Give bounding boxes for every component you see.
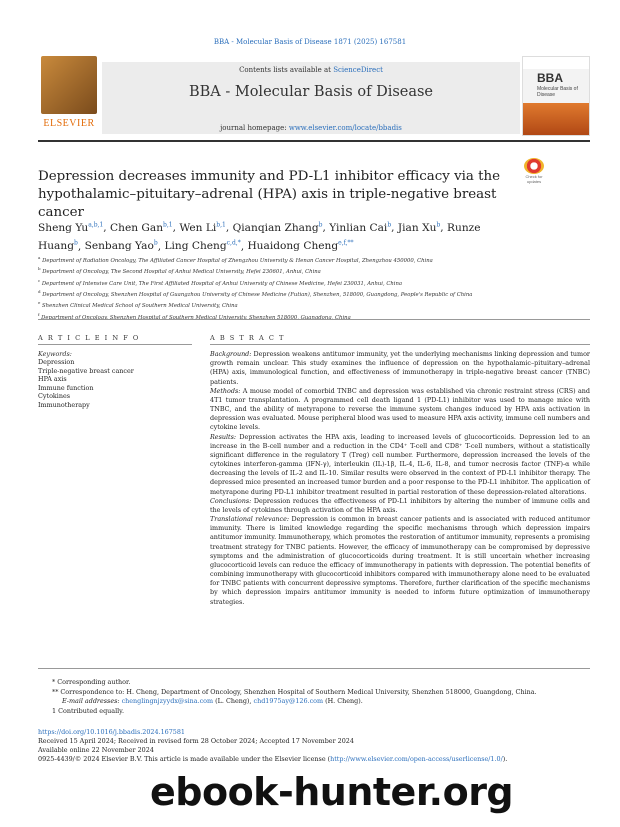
- author[interactable]: [38, 222, 103, 234]
- author-affiliation-marker[interactable]: b: [318, 221, 323, 228]
- license-suffix: ).: [502, 755, 508, 763]
- abstract-section-text: A mouse model of comorbid TNBC and depression was established via chronic restraint stress (CRS) and 4T1 tumor transplantation. A programmed cell death ligand 1 (PD-L1) inhibitor was used to manage mice with TNBC, and the ability of metyrapone to reverse the immune system changes induced by HPA axis activation in depression was evaluated. Mouse peripheral blood was used to measure HPA axis activity, immune cell numbers and cytokine levels.: [210, 386, 590, 432]
- author-name: Huaidong Cheng: [247, 240, 339, 253]
- email-link-1[interactable]: chenglingnjzyydx@sina.com: [121, 697, 214, 706]
- footnote-divider: [38, 668, 590, 669]
- author-name: Runze Huang: [38, 221, 481, 253]
- license-link[interactable]: http://www.elsevier.com/open-access/userlicense/1.0/: [330, 755, 503, 763]
- abstract-section-text: Depression is common in breast cancer patients and is associated with reduced antitumor immunity. There is limited knowledge regarding the specific mechanisms through which depression impairs antitumor immunity. Immunotherapy, which promotes the restoration of antitumor immunity, represents a promising treatment strategy for TNBC patients. However, the efficacy of immunotherapy can be compromised by depressive symptoms and the administration of glucocorticoids during treatment. It is still uncertain whether increasing glucocorticoid levels can reduce the efficacy of immunotherapy in patients with depression. The potential benefits of combining immunotherapy with glucocorticoid inhibitors compared with immunotherapy alone need to be evaluated for TNBC patients with concurrent depressive symptoms. Therefore, further clarification of the specific mechanisms by which depression impairs antitumor immunity is needed to inform future optimization of immunotherapy strategies.: [210, 515, 590, 606]
- author[interactable]: [85, 240, 158, 252]
- keyword: Immune function: [38, 383, 94, 392]
- abstract-paragraph: [210, 350, 590, 387]
- affiliation-line: [38, 299, 590, 310]
- cover-band: [523, 103, 589, 135]
- keyword: Depression: [38, 358, 75, 366]
- homepage-prefix: journal homepage:: [220, 124, 289, 132]
- email-label: E-mail addresses:: [62, 697, 122, 706]
- keyword: Immunotherapy: [38, 400, 90, 409]
- article-title: Depression decreases immunity and PD-L1 inhibitor efficacy via the hypothalamic–pituitary–adrenal (HPA) axis in triple-negative breast cancer: [38, 169, 501, 220]
- author-name: Ling Cheng: [164, 240, 227, 253]
- journal-header-box: [102, 62, 520, 134]
- abstract-section-label: Results:: [210, 432, 237, 441]
- author-affiliation-marker[interactable]: b: [387, 221, 392, 228]
- abstract-heading: A B S T R A C T: [210, 334, 285, 342]
- elsevier-wordmark: ELSEVIER: [43, 118, 95, 129]
- available-online: Available online 22 November 2024: [38, 746, 154, 754]
- abstract-section-text: Depression activates the HPA axis, leading to increased levels of glucocorticoids. Depression led to an increase in the B-cell number and a reduction in the CD4⁺ T-cell and CD8⁺ T-cell numbers, without a statistically significant difference in the regulatory T (Treg) cell number. Furthermore, depression increased the levels of the cytokines interferon-gamma (IFN-γ), interleukin (IL)-1β, IL-4, IL-6, IL-8, and tumor necrosis factor (TNF)-α while decreasing the levels of IL-2 and IL-10. Similar results were observed in the context of PD-L1 inhibitor therapy. The depressed mice presented an increased tumor burden and a poor response to the PD-L1 inhibitor. The application of metyrapone during PD-L1 inhibitor treatment resulted in partial restoration of these depression-related alterations.: [210, 432, 590, 496]
- sciencedirect-link[interactable]: ScienceDirect: [333, 66, 383, 74]
- abstract-section-label: Conclusions:: [210, 496, 252, 505]
- corresponding-author-note: * Corresponding author.: [52, 678, 131, 686]
- author[interactable]: [329, 222, 391, 234]
- journal-cover-image[interactable]: [522, 56, 590, 136]
- abstract-section-label: Methods:: [210, 386, 241, 395]
- affiliation-divider: [38, 319, 590, 320]
- keyword: Triple-negative breast cancer: [38, 366, 134, 375]
- journal-title: BBA - Molecular Basis of Disease: [188, 84, 434, 100]
- abstract-paragraph: [210, 515, 590, 607]
- article-info-panel: [38, 344, 192, 410]
- homepage-link[interactable]: www.elsevier.com/locate/bbadis: [288, 124, 402, 132]
- author-affiliation-marker[interactable]: e,f,**: [338, 239, 354, 247]
- publication-info: [38, 728, 590, 764]
- watermark-text: ebook-hunter.org: [150, 770, 514, 814]
- author-name: Sheng Yu: [38, 221, 89, 234]
- author-list: Sheng Yu$^{a,b,1}$, Chen Gan$^{b,1}$, Wen Li$^{b,1}$, Qianqian Zhang$^b$, Yinlian Cai$^b$, Jian Xu$^b$, Runze Huang$^b$, Senbang Yao$^b$, Ling Cheng$^{c,d,*}$, Huaidong Cheng$^{e,f,**}$: [38, 221, 481, 253]
- license-line: [38, 755, 590, 764]
- homepage-line: [102, 124, 520, 132]
- affiliation-text: Department of Radiation Oncology, The Affiliated Cancer Hospital of Zhengzhou University & Henan Cancer Hospital, Zhengzhou 450000, China: [40, 257, 433, 264]
- cover-title: BBA: [537, 71, 563, 85]
- footnotes: [38, 678, 590, 716]
- author-name: Yinlian Cai: [329, 221, 388, 234]
- author-affiliation-marker[interactable]: b: [436, 221, 441, 228]
- journal-reference-link[interactable]: BBA - Molecular Basis of Disease 1871 (2025) 167581: [213, 38, 407, 46]
- author[interactable]: [247, 240, 353, 252]
- affiliation-text: Department of Oncology, Shenzhen Hospital of Guangzhou University of Chinese Medicine (Futian), Shenzhen, 518000, Guangdong, People's Republic of China: [40, 291, 473, 298]
- author-name: Senbang Yao: [84, 240, 154, 253]
- affiliation-text: Shenzhen Clinical Medical School of Southern Medical University, China: [40, 303, 238, 310]
- email-line: [38, 697, 590, 707]
- author-name: Chen Gan: [110, 221, 164, 234]
- email-owner-1: (L. Cheng),: [213, 697, 254, 706]
- author[interactable]: [233, 222, 323, 234]
- check-updates-label: Check for updates: [525, 174, 543, 184]
- keyword-list: [38, 358, 192, 410]
- affiliation-line: [38, 254, 590, 265]
- author[interactable]: [110, 222, 173, 234]
- affiliation-text: Department of Oncology, The Second Hospital of Anhui Medical University, Hefei 230601, Anhui, China: [40, 269, 321, 276]
- abstract-section-label: Translational relevance:: [210, 515, 290, 524]
- author-name: Qianqian Zhang: [232, 221, 319, 234]
- affiliation-marker: a: [38, 255, 41, 260]
- affiliation-marker: d: [38, 289, 41, 295]
- doi-link[interactable]: https://doi.org/10.1016/j.bbadis.2024.167581: [38, 728, 185, 736]
- keyword: HPA axis: [38, 375, 67, 384]
- affiliation-marker: e: [38, 300, 41, 306]
- article-info-heading: A R T I C L E I N F O: [38, 334, 140, 342]
- cover-subtitle: Molecular Basis of Disease: [537, 86, 578, 98]
- received-dates: Received 15 April 2024; Received in revised form 28 October 2024; Accepted 17 November 2024: [38, 737, 354, 745]
- abstract-paragraph: [210, 387, 590, 433]
- affiliation-marker: f: [38, 311, 40, 317]
- affiliation-marker: c: [38, 277, 41, 283]
- correspondence-note: ** Correspondence to: H. Cheng, Department of Oncology, Shenzhen Hospital of Southern Medical University, Shenzhen 518000, Guangdong, China.: [52, 687, 537, 696]
- author[interactable]: [164, 240, 240, 252]
- license-prefix: 0925-4439/© 2024 Elsevier B.V. This article is made available under the Elsevier license (: [38, 755, 331, 763]
- check-updates-icon: [524, 158, 544, 174]
- author-affiliation-marker[interactable]: a,b,1: [88, 221, 104, 228]
- cover-top-stripe: [523, 57, 589, 69]
- elsevier-logo[interactable]: [38, 56, 100, 136]
- elsevier-tree-icon: [41, 56, 97, 114]
- abstract-section-text: Depression weakens antitumor immunity, yet the underlying mechanisms linking depression and tumor growth remain unclear. This study examines the influence of depression on the hypothalamic–pituitary–adrenal (HPA) axis, immunological function, and effectiveness of immunotherapy in triple-negative breast cancer (TNBC) patients.: [210, 350, 590, 386]
- affiliation-line: [38, 265, 590, 276]
- affiliation-marker: b: [38, 266, 41, 272]
- author-affiliation-marker[interactable]: b,1: [163, 221, 173, 228]
- contents-prefix: Contents lists available at: [239, 66, 334, 74]
- abstract-section-label: Background:: [210, 350, 252, 358]
- affiliation-line: [38, 277, 590, 288]
- equal-contribution-note: 1 Contributed equally.: [52, 706, 124, 715]
- author-affiliation-marker[interactable]: b,1: [216, 221, 226, 228]
- contents-line: [102, 66, 520, 74]
- abstract-section-text: Depression reduces the effectiveness of PD-L1 inhibitors by altering the number of immune cells and the levels of cytokines through activation of the HPA axis.: [210, 496, 590, 514]
- affiliation-text: Department of Intensive Care Unit, The First Affiliated Hospital of Anhui University of Chinese Medicine, Hefei 230031, Anhui, China: [40, 280, 403, 287]
- affiliation-list: [38, 254, 590, 322]
- affiliation-text: Department of Oncology, Shenzhen Hospital of Southern Medical University, Shenzhen 518000, Guangdong, China: [39, 314, 351, 321]
- email-link-2[interactable]: chd1975ay@126.com: [253, 697, 324, 706]
- keyword: Cytokines: [38, 392, 71, 401]
- abstract-paragraph: [210, 497, 590, 515]
- author[interactable]: [179, 222, 226, 234]
- abstract-paragraph: [210, 433, 590, 497]
- keywords-heading: Keywords:: [38, 350, 72, 358]
- email-owner-2: (H. Cheng).: [323, 697, 363, 706]
- affiliation-line: [38, 311, 590, 322]
- author-name: Jian Xu: [397, 221, 437, 234]
- author-name: Wen Li: [179, 221, 217, 234]
- author-affiliation-marker[interactable]: c,d,*: [226, 239, 241, 247]
- journal-masthead: [38, 56, 590, 136]
- author-affiliation-marker[interactable]: b: [73, 239, 78, 247]
- header-divider: [38, 140, 590, 142]
- abstract-panel: [210, 344, 590, 607]
- author[interactable]: [398, 222, 440, 234]
- affiliation-line: [38, 288, 590, 299]
- check-for-updates-button[interactable]: [519, 158, 549, 184]
- author-affiliation-marker[interactable]: b: [153, 239, 158, 247]
